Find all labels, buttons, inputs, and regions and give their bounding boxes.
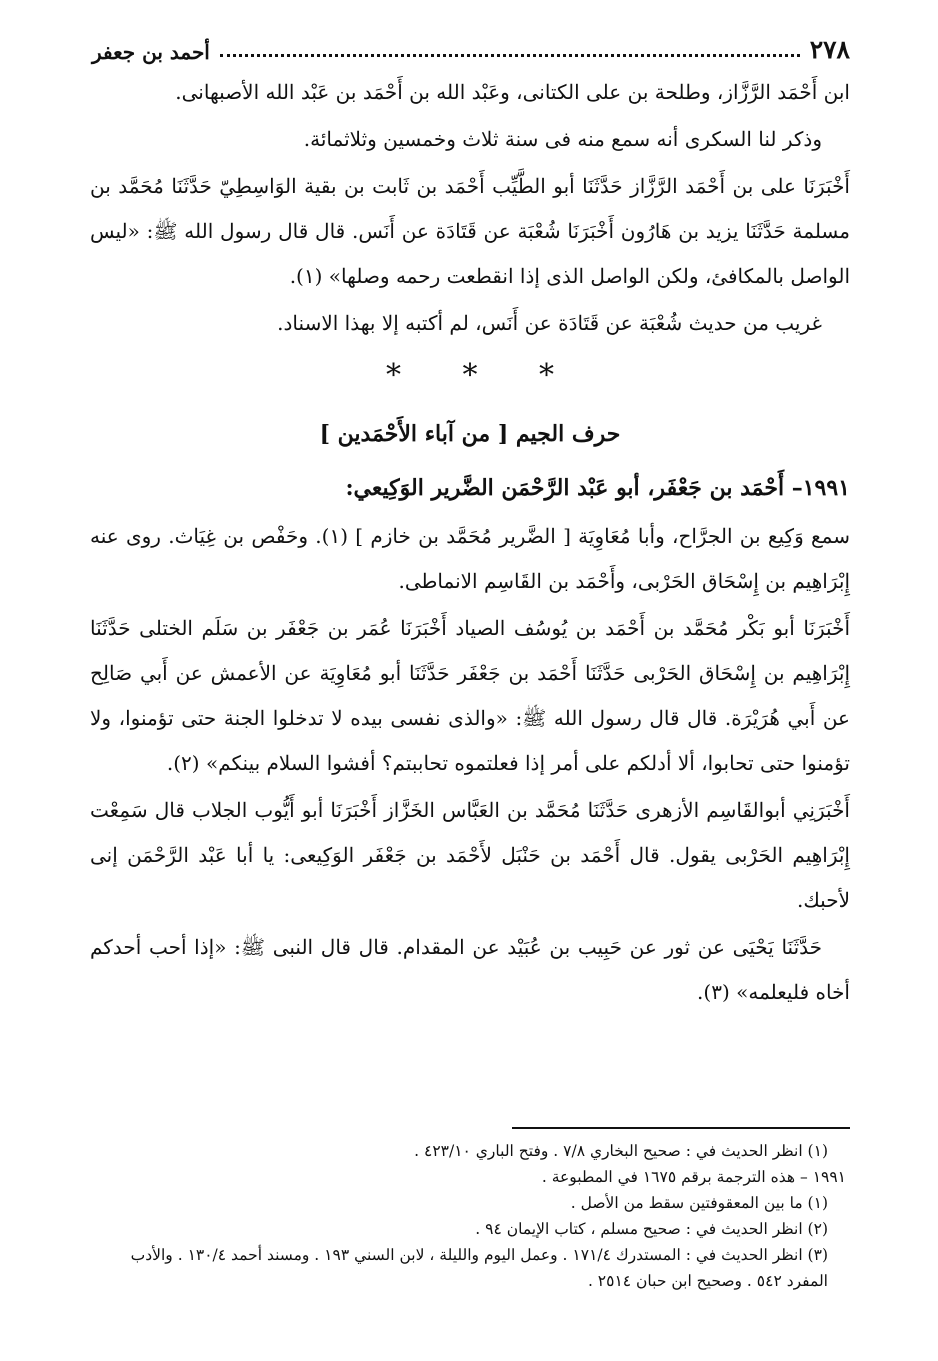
paragraph: غريب من حديث شُعْبَة عن قَتَادَة عن أَنَس، لم أكتبه إلا بهذا الاسناد. bbox=[277, 311, 822, 335]
footnote: ١٩٩١ – هذه الترجمة برقم ١٦٧٥ في المطبوعة . bbox=[541, 1168, 846, 1186]
entry-heading: ١٩٩١– أَحْمَد بن جَعْفَر، أبو عَبْد الرَّحْمَن الضَّرير الوَكِيعي: bbox=[345, 475, 850, 501]
main-text bbox=[90, 70, 850, 1015]
page-number: ٢٧٨ bbox=[809, 35, 850, 64]
page-header bbox=[92, 30, 850, 64]
running-title: أحمد بن جعفر bbox=[92, 40, 210, 64]
paragraph: أَخْبَرَنِي أبوالقَاسِم الأزهرى حَدَّثَنَا مُحَمَّد بن العَبَّاس الخَزَّاز أَخْبَرَنَا أبو أَيُّوب الجلاب قال سَمِعْت إِبْرَاهِيم الحَرْبى يقول. قال أَحْمَد بن حَنْبَل لأَحْمَد بن جَعْفَر الوَكِيعى: يا أبا عَبْد الرَّحْمَن إنى لأحبك. bbox=[90, 798, 850, 912]
section-heading: حرف الجيم [ من آباء الأَحْمَدين ] bbox=[319, 421, 621, 447]
hadith-paragraph: أَخْبَرَنَا على بن أَحْمَد الرَّزَّاز حَدَّثَنَا أبو الطَّيِّب أَحْمَد بن ثَابت بن بقية الوَاسِطِيّ حَدَّثَنَا مُحَمَّد بن مسلمة حَدَّثَنَا يزيد بن هَارُون أَخْبَرَنَا شُعْبَة عن قَتَادَة عن أَنَس. قال قال رسول الله ﷺ: «ليس الواصل بالمكافئ، ولكن الواصل الذى إذا انقطعت رحمه وصلها» (١). bbox=[90, 174, 850, 288]
paragraph: وذكر لنا السكرى أنه سمع منه فى سنة ثلاث وخمسين وثلاثمائة. bbox=[303, 127, 822, 151]
footnote: (١) ما بين المعقوفتين سقط من الأصل . bbox=[570, 1194, 828, 1212]
footnotes bbox=[90, 1138, 846, 1294]
paragraph: سمع وَكِيع بن الجرَّاح، وأبا مُعَاوِيَة [ الضَّرير مُحَمَّد بن خازم ] (١). وحَفْص بن غِيَاث. روى عنه إِبْرَاهِيم بن إِسْحَاق الحَرْبى، وأَحْمَد بن القَاسِم الانماطى. bbox=[90, 524, 850, 593]
hadith-paragraph: حَدَّثَنَا يَحْيَى عن ثور عن حَبِيب بن عُبَيْد عن المقدام. قال قال النبى ﷺ: «إذا أحب أحدكم أخاه فليعلمه» (٣). bbox=[90, 935, 850, 1004]
hadith-paragraph: أَخْبَرَنَا أبو بَكْر مُحَمَّد بن أَحْمَد بن يُوسُف الصياد أَخْبَرَنَا عُمَر بن جَعْفَر بن سَلَم الختلى حَدَّثَنَا إِبْرَاهِيم بن إِسْحَاق الحَرْبى حَدَّثَنَا أَحْمَد بن جَعْفَر حَدَّثَنَا أبو مُعَاوِيَة عن الأعمش عن أَبي صَالِح عن أَبي هُرَيْرَة. قال قال رسول الله ﷺ: «والذى نفسى بيده لا تدخلوا الجنة حتى تؤمنوا، ولا تؤمنوا حتى تحابوا، ألا أدلكم على أمر إذا فعلتموه تحاببتم؟ أفشوا السلام بينكم» (٢). bbox=[90, 616, 850, 775]
paragraph: ابن أَحْمَد الرَّزَّاز، وطلحة بن على الكتانى، وعَبْد الله بن أَحْمَد بن عَبْد الله الأصبهانى. bbox=[175, 80, 850, 104]
footnote: (١) انظر الحديث في : صحيح البخاري ٧/٨ . وفتح الباري ٤٢٣/١٠ . bbox=[414, 1142, 828, 1160]
footnote-divider bbox=[512, 1127, 850, 1129]
footnote: (٣) انظر الحديث في : المستدرك ١٧١/٤ . وعمل اليوم والليلة ، لابن السني ١٩٣ . ومسند أحمد ١٣٠/٤ . والأدب المفرد ٥٤٢ . وصحيح ابن حبان ٢٥١٤ . bbox=[130, 1246, 828, 1290]
asterisk-separator: * * * bbox=[385, 358, 581, 393]
header-dotted-leader bbox=[220, 53, 800, 57]
footnote: (٢) انظر الحديث في : صحيح مسلم ، كتاب الإيمان ٩٤ . bbox=[475, 1220, 828, 1238]
